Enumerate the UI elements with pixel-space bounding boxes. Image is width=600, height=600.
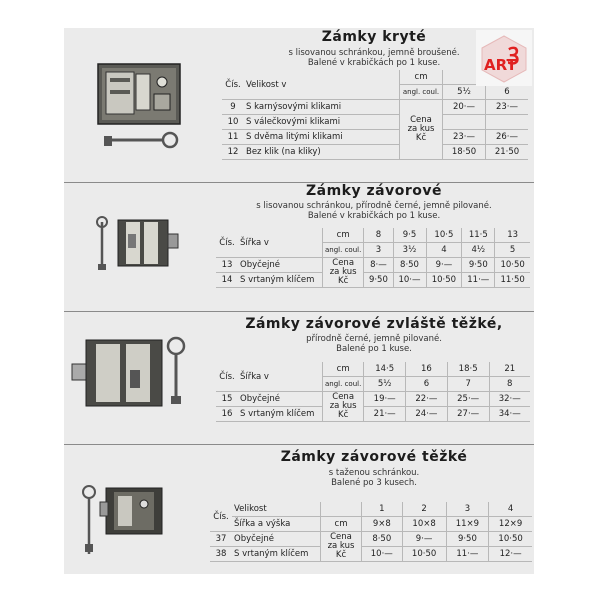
price-table <box>216 228 530 288</box>
row-label: Bez klik (na kliky) <box>244 145 400 160</box>
row-label: Obyčejné <box>238 392 323 407</box>
price-label <box>323 392 364 422</box>
price-label-line: Cena <box>410 115 432 125</box>
price-value: 26·— <box>486 130 529 145</box>
size-value: 12×9 <box>489 517 532 532</box>
unit-label: cm <box>323 228 364 243</box>
size-value: 9×8 <box>362 517 403 532</box>
row-label: S vrtaným klíčem <box>232 547 321 562</box>
section-subtitle: Balené po 1 kuse. <box>336 344 412 354</box>
price-value: 9·50 <box>446 532 489 547</box>
section-subtitle: s taženou schránkou. <box>328 468 420 478</box>
price-value: 10·— <box>362 547 403 562</box>
row-label: S vrtaným klíčem <box>238 407 323 422</box>
price-value: 23·— <box>486 100 529 115</box>
size-value: 3 <box>446 502 489 517</box>
column-header: Velikost <box>232 502 321 517</box>
price-label-line: za kus <box>407 124 435 134</box>
price-label-line: Kč <box>338 276 349 286</box>
price-label <box>323 258 364 288</box>
section-title: Zámky závorové <box>306 183 442 199</box>
price-value: 9·— <box>402 532 446 547</box>
unit-label: angl. coul. <box>323 243 364 258</box>
row-number: 14 <box>216 273 238 288</box>
price-label-line: Kč <box>415 133 427 143</box>
row-number: 12 <box>222 145 244 160</box>
price-value: 8·— <box>364 258 393 273</box>
size-value: 13 <box>495 228 530 243</box>
size-value: 16 <box>406 362 448 377</box>
price-value: 10·50 <box>402 547 446 562</box>
column-header: Čís. <box>222 70 244 100</box>
price-label-line: Kč <box>335 550 347 560</box>
column-header: Šířka a výška <box>232 517 321 532</box>
bolt-lock-image <box>92 214 182 280</box>
price-table <box>210 502 532 562</box>
price-value <box>486 115 529 130</box>
size-value: 5 <box>495 243 530 258</box>
price-label-line: za kus <box>327 541 355 551</box>
price-value: 32·— <box>489 392 530 407</box>
size-value: 2 <box>402 502 446 517</box>
price-value: 11·50 <box>495 273 530 288</box>
row-number: 10 <box>222 115 244 130</box>
size-value: 3 <box>364 243 393 258</box>
row-label: S karnýsovými klikami <box>244 100 400 115</box>
price-table <box>216 362 530 422</box>
section-subtitle: s lisovanou schránkou, jemně broušené. <box>288 48 460 58</box>
price-value: 9·— <box>426 258 462 273</box>
section-subtitle: Balené v krabičkách po 1 kuse. <box>307 211 441 221</box>
row-label: Obyčejné <box>238 258 323 273</box>
size-value: 11×9 <box>446 517 489 532</box>
price-value: 9·50 <box>364 273 393 288</box>
drawn-case-lock-image <box>80 484 170 564</box>
price-value: 8·50 <box>393 258 426 273</box>
row-label: Obyčejné <box>232 532 321 547</box>
price-value: 18·50 <box>443 145 486 160</box>
price-label-line: za kus <box>329 267 357 277</box>
column-header: Čís. <box>216 228 238 258</box>
section-subtitle: s lisovanou schránkou, přírodně černé, jemně pilované. <box>256 201 492 211</box>
size-value: 4 <box>426 243 462 258</box>
column-header: Šířka v <box>238 362 323 392</box>
size-value: 18·5 <box>447 362 489 377</box>
column-header: Čís. <box>216 362 238 392</box>
size-value: 3½ <box>393 243 426 258</box>
size-value: 10·5 <box>426 228 462 243</box>
catalog-page <box>64 28 534 574</box>
covered-lock-image <box>94 60 184 152</box>
section-title: Zámky kryté <box>321 29 427 45</box>
section-subtitle: přírodně černé, jemně pilované. <box>306 334 442 344</box>
size-value: 4½ <box>462 243 495 258</box>
price-label-line: Kč <box>338 410 349 420</box>
price-label <box>321 532 362 562</box>
price-label-line: Cena <box>332 258 355 268</box>
section-title: Zámky závorové zvláště těžké, <box>245 316 503 332</box>
art-logo-watermark <box>476 30 532 86</box>
unit-label: cm <box>321 517 362 532</box>
price-value: 8·50 <box>362 532 403 547</box>
price-label <box>400 100 443 160</box>
price-value: 21·— <box>364 407 406 422</box>
column-header: Šířka v <box>238 228 323 258</box>
section-divider <box>64 444 534 445</box>
row-label: S dvěma litými klikami <box>244 130 400 145</box>
price-value: 10·50 <box>489 532 532 547</box>
row-number: 37 <box>210 532 232 547</box>
size-value: 5½ <box>443 85 486 100</box>
column-header: Velikost v <box>244 70 400 100</box>
size-value: 1 <box>362 502 403 517</box>
row-number: 15 <box>216 392 238 407</box>
size-value: 21 <box>489 362 530 377</box>
section-title: Zámky závorové těžké <box>280 449 468 465</box>
column-header: Čís. <box>210 502 232 532</box>
price-value: 23·— <box>443 130 486 145</box>
price-value: 25·— <box>447 392 489 407</box>
size-value: 7 <box>447 377 489 392</box>
price-value: 11·— <box>446 547 489 562</box>
price-value: 19·— <box>364 392 406 407</box>
row-number: 16 <box>216 407 238 422</box>
size-value: 11·5 <box>462 228 495 243</box>
unit-label <box>321 502 362 517</box>
section-subtitle: Balené po 3 kusech. <box>331 478 417 488</box>
price-label-line: Cena <box>332 392 355 402</box>
section-subtitle: Balené v krabičkách po 1 kuse. <box>307 58 441 68</box>
price-value: 10·— <box>393 273 426 288</box>
size-value: 5½ <box>364 377 406 392</box>
section-divider <box>64 311 534 312</box>
row-label: S válečkovými klikami <box>244 115 400 130</box>
price-value: 22·— <box>406 392 448 407</box>
unit-label: angl. coul. <box>323 377 364 392</box>
row-number: 11 <box>222 130 244 145</box>
unit-label: cm <box>323 362 364 377</box>
row-label: S vrtaným klíčem <box>238 273 323 288</box>
logo-text: ART <box>484 56 517 74</box>
price-value: 20·— <box>443 100 486 115</box>
unit-label: cm <box>400 70 443 85</box>
price-value: 21·50 <box>486 145 529 160</box>
price-label-line: za kus <box>329 401 357 411</box>
row-number: 13 <box>216 258 238 273</box>
size-value: 10×8 <box>402 517 446 532</box>
price-value: 24·— <box>406 407 448 422</box>
row-number: 38 <box>210 547 232 562</box>
heavy-bolt-lock-image <box>70 334 188 418</box>
size-value: 8 <box>489 377 530 392</box>
size-value: 4 <box>489 502 532 517</box>
size-value: 6 <box>406 377 448 392</box>
price-value: 34·— <box>489 407 530 422</box>
row-number: 9 <box>222 100 244 115</box>
size-value: 6 <box>486 85 529 100</box>
size-value: 9·5 <box>393 228 426 243</box>
price-value: 27·— <box>447 407 489 422</box>
size-value: 14·5 <box>364 362 406 377</box>
price-value <box>443 115 486 130</box>
price-value: 9·50 <box>462 258 495 273</box>
price-label-line: Cena <box>330 532 352 542</box>
unit-label: angl. coul. <box>400 85 443 100</box>
price-value: 12·— <box>489 547 532 562</box>
price-value: 11·— <box>462 273 495 288</box>
size-value: 8 <box>364 228 393 243</box>
price-value: 10·50 <box>495 258 530 273</box>
price-value: 10·50 <box>426 273 462 288</box>
logo-mark-icon: ꝫ <box>508 39 520 65</box>
